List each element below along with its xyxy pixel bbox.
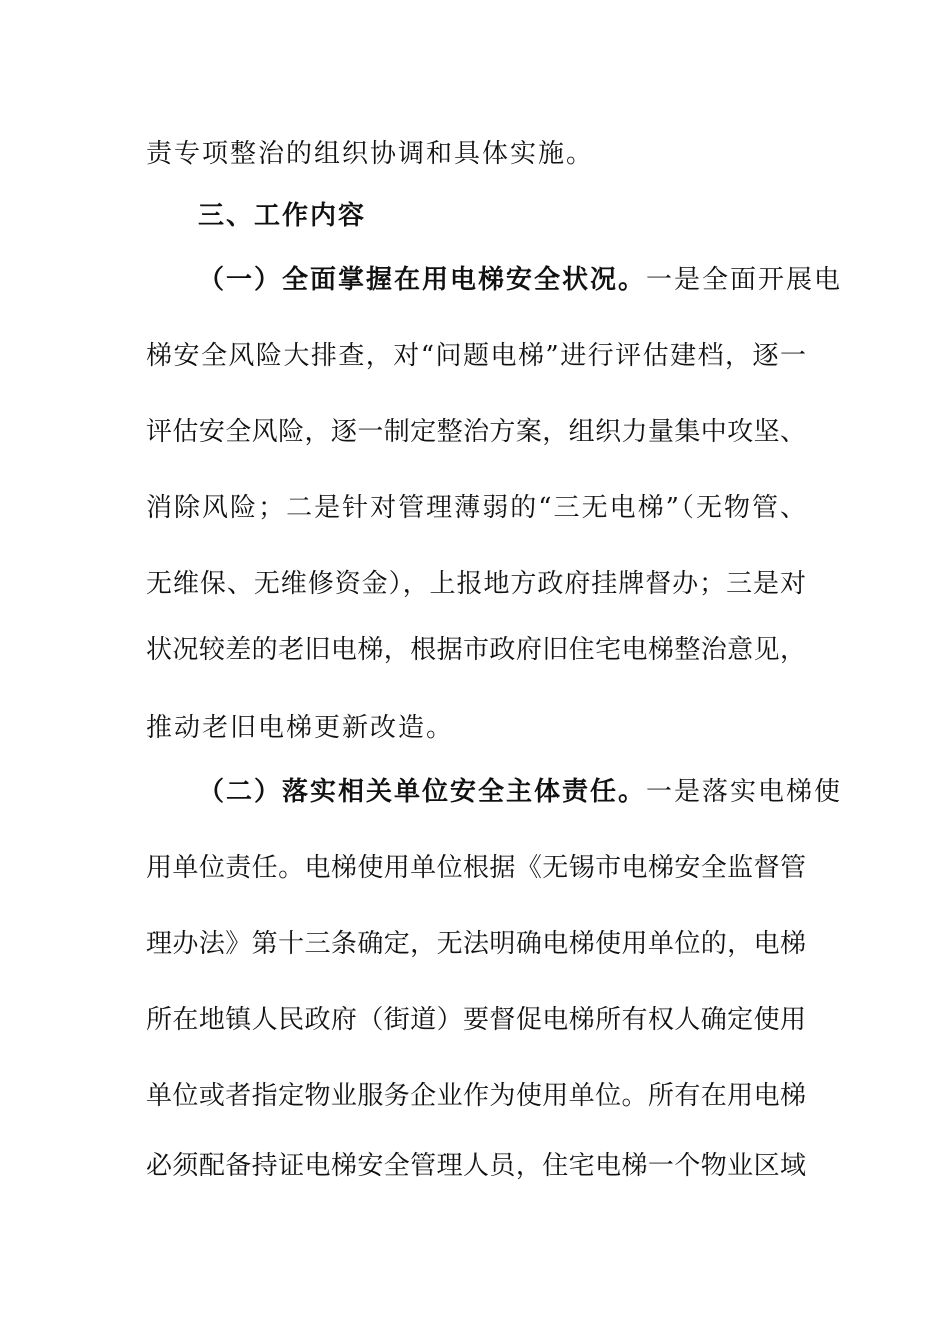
- paragraph-line: 用单位责任。电梯使用单位根据《无锡市电梯安全监督管: [146, 853, 806, 883]
- section-heading: 三、工作内容: [198, 201, 367, 231]
- paragraph-line: [198, 260, 842, 300]
- paragraph-line: 单位或者指定物业服务企业作为使用单位。所有在用电梯: [146, 1081, 806, 1111]
- paragraph-line: 所在地镇人民政府（街道）要督促电梯所有权人确定使用: [146, 1005, 806, 1035]
- paragraph-line: 消除风险；二是针对管理薄弱的“三无电梯”（无物管、: [146, 493, 806, 523]
- paragraph-line: 责专项整治的组织协调和具体实施。: [146, 139, 595, 169]
- paragraph-line: 状况较差的老旧电梯，根据市政府旧住宅电梯整治意见，: [146, 635, 806, 665]
- paragraph-line: 必须配备持证电梯安全管理人员，住宅电梯一个物业区域: [146, 1151, 806, 1181]
- paragraph-line: [198, 772, 842, 812]
- paragraph-text: 一是全面开展电: [646, 265, 843, 295]
- paragraph-line: 推动老旧电梯更新改造。: [146, 713, 455, 743]
- paragraph-line: 梯安全风险大排查，对“问题电梯”进行评估建档，逐一: [146, 341, 806, 371]
- paragraph-line: 评估安全风险，逐一制定整治方案，组织力量集中攻坚、: [146, 417, 806, 447]
- subsection-heading: （二）落实相关单位安全主体责任。: [198, 777, 647, 807]
- paragraph-line: 无维保、无维修资金），上报地方政府挂牌督办；三是对: [146, 569, 806, 599]
- paragraph-text: 一是落实电梯使: [646, 777, 843, 807]
- paragraph-line: 理办法》第十三条确定，无法明确电梯使用单位的，电梯: [146, 929, 806, 959]
- subsection-heading: （一）全面掌握在用电梯安全状况。: [198, 265, 647, 295]
